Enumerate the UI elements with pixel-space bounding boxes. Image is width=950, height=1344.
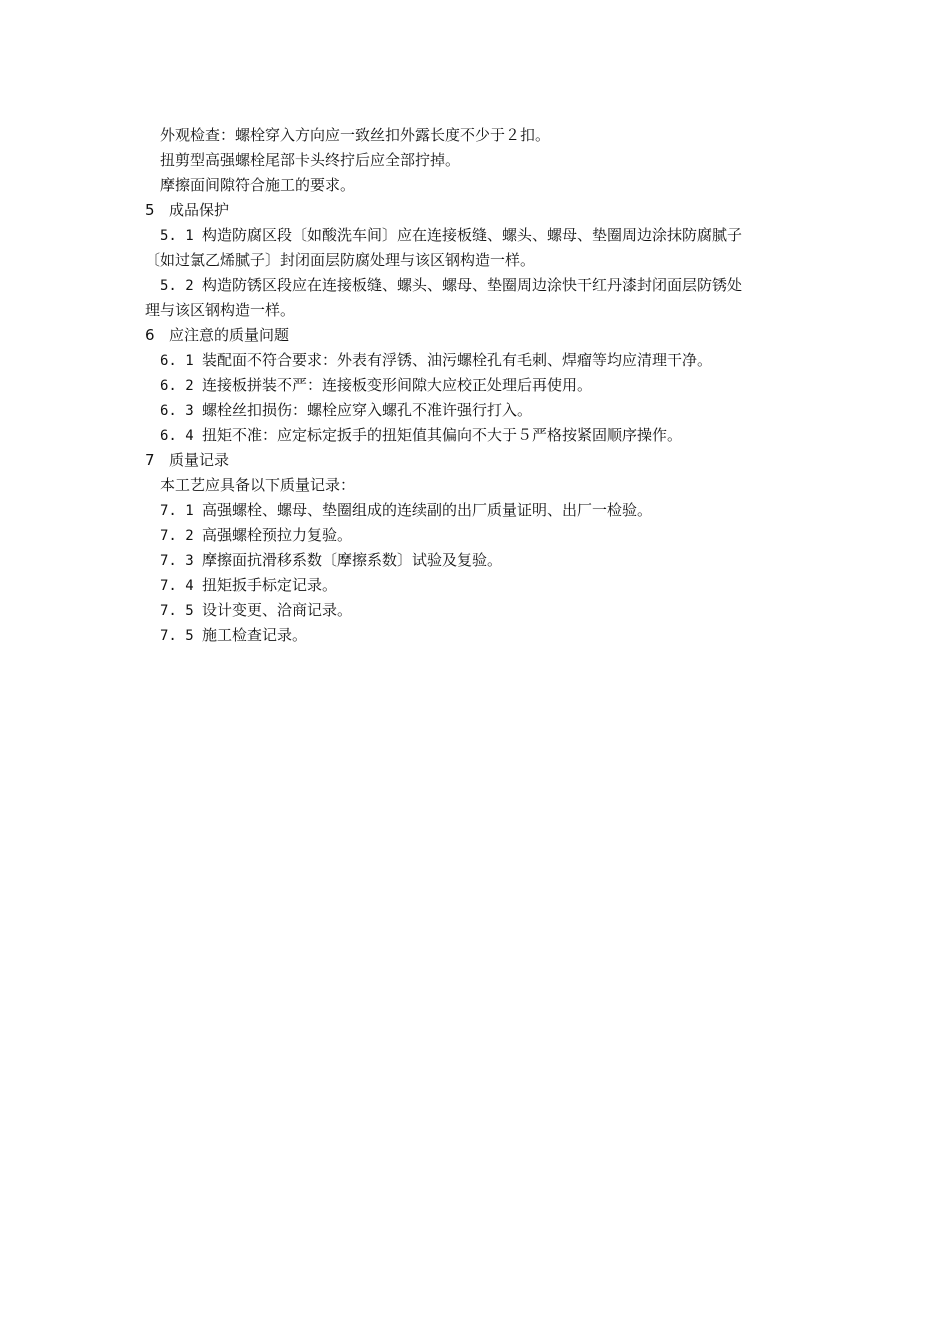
section-7-intro: 本工艺应具备以下质量记录： (160, 476, 356, 494)
item-5-2 (160, 273, 742, 299)
section-5-heading (145, 198, 229, 223)
item-7-3-text: 摩擦面抗滑移系数〔摩擦系数〕试验及复验。 (202, 551, 503, 569)
item-6-3-text: 螺栓丝扣损伤：螺栓应穿入螺孔不准许强行打入。 (202, 401, 533, 419)
item-7-5b-text: 施工检查记录。 (202, 626, 308, 644)
section-7-number: 7 (145, 451, 155, 469)
item-5-1-text: 构造防腐区段〔如酸洗车间〕应在连接板缝、螺头、螺母、垫圈周边涂抹防腐腻子 (202, 226, 743, 244)
item-7-1-text: 高强螺栓、螺母、垫圈组成的连续副的出厂质量证明、出厂一检验。 (202, 501, 653, 519)
item-5-2-text: 构造防锈区段应在连接板缝、螺头、螺母、垫圈周边涂快干红丹漆封闭面层防锈处 (202, 276, 743, 294)
item-6-2-text: 连接板拼装不严：连接板变形间隙大应校正处理后再使用。 (202, 376, 593, 394)
item-7-3 (160, 548, 502, 574)
item-7-2-text: 高强螺栓预拉力复验。 (202, 526, 353, 544)
item-5-2-continuation: 理与该区钢构造一样。 (145, 301, 296, 319)
item-6-1-number: 6. 1 (160, 353, 194, 369)
item-6-1-text: 装配面不符合要求：外表有浮锈、油污螺栓孔有毛刺、焊瘤等均应清理干净。 (202, 351, 713, 369)
inspection-line-friction-gap: 摩擦面间隙符合施工的要求。 (160, 176, 356, 194)
section-6-heading (145, 323, 289, 348)
section-6-number: 6 (145, 326, 155, 344)
section-5-title: 成品保护 (169, 201, 230, 219)
item-7-1 (160, 498, 652, 524)
section-5-number: 5 (145, 201, 155, 219)
item-7-5b-number: 7. 5 (160, 628, 194, 644)
item-7-2 (160, 523, 352, 549)
item-6-2 (160, 373, 592, 399)
item-6-1 (160, 348, 712, 374)
item-6-3 (160, 398, 532, 424)
item-5-2-number: 5. 2 (160, 278, 194, 294)
section-7-heading (145, 448, 229, 473)
item-5-1-number: 5. 1 (160, 228, 194, 244)
section-7-title: 质量记录 (169, 451, 230, 469)
item-7-5-number: 7. 5 (160, 603, 194, 619)
inspection-line-torque-shear: 扭剪型高强螺栓尾部卡头终拧后应全部拧掉。 (160, 151, 461, 169)
item-6-4-text: 扭矩不准：应定标定扳手的扭矩值其偏向不大于５严格按紧固顺序操作。 (202, 426, 683, 444)
item-7-5-design-change (160, 598, 352, 624)
item-7-2-number: 7. 2 (160, 528, 194, 544)
item-7-3-number: 7. 3 (160, 553, 194, 569)
item-7-4-number: 7. 4 (160, 578, 194, 594)
item-6-4-number: 6. 4 (160, 428, 194, 444)
item-6-4 (160, 423, 682, 449)
item-6-3-number: 6. 3 (160, 403, 194, 419)
item-7-5-text: 设计变更、洽商记录。 (202, 601, 353, 619)
inspection-line-appearance: 外观检查：螺栓穿入方向应一致丝扣外露长度不少于２扣。 (160, 126, 551, 144)
item-5-1 (160, 223, 742, 249)
item-6-2-number: 6. 2 (160, 378, 194, 394)
item-7-1-number: 7. 1 (160, 503, 194, 519)
item-7-4-text: 扭矩扳手标定记录。 (202, 576, 338, 594)
item-7-5-construction-check (160, 623, 307, 649)
item-5-1-continuation: 〔如过氯乙烯腻子〕封闭面层防腐处理与该区钢构造一样。 (145, 251, 536, 269)
section-6-title: 应注意的质量问题 (169, 326, 290, 344)
item-7-4 (160, 573, 337, 599)
